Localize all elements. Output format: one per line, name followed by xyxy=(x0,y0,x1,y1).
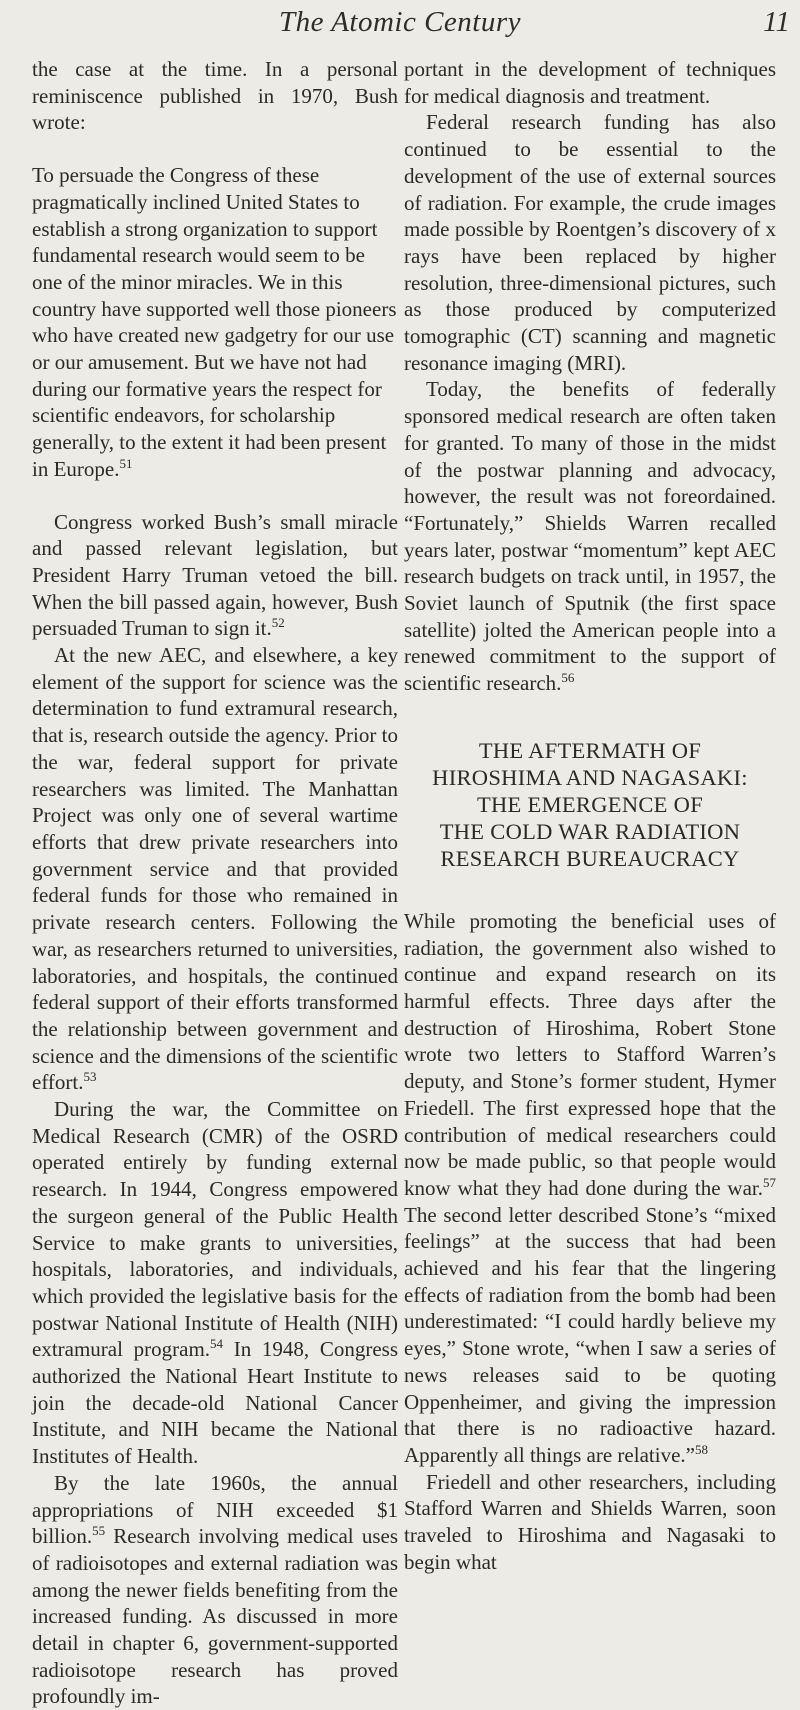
section-heading: THE AFTERMATH OF HIROSHIMA AND NAGASAKI: THE EMERGENCE OF THE COLD WAR RADIATION RESEARCH BUREAUCRACY xyxy=(432,737,748,871)
footnote-ref: 55 xyxy=(92,1523,106,1539)
block-quote: To persuade the Congress of these pragmatically inclined United States to establish a strong organization to support fundamental research would seem to be one of the minor miracles. We in this country have supported well those pioneers who have created new gadgetry for our use or our amusement. But we have not had during our formative years the respect for scientific endeavors, for scholarship generally, to the extent it had been present in Europe.$^{51}$ xyxy=(32,163,397,481)
page-number: 11 xyxy=(763,6,790,38)
footnote-ref: 58 xyxy=(694,1441,708,1457)
running-title: The Atomic Century xyxy=(278,6,522,38)
paragraph: Today, the benefits of federally sponsored medical research are often taken for granted. To many of those in the midst of the postwar planning and advocacy, however, the result was not foreordained. “Fortunately,” Shields Warren recalled years later, postwar “momentum” kept AEC research budgets on track until, in 1957, the Soviet launch of Sputnik (the first space satellite) jolted the American people into a renewed commitment to the support of scientific research.$^{56}$ xyxy=(404,377,776,696)
paragraph: During the war, the Committee on Medical Research (CMR) of the OSRD operated entirely by funding external research. In 1944, Congress empowered the surgeon general of the Public Health Service to make grants to universities, hospitals, laboratories, and individuals, which provided the legislative basis for the postwar National Institute of Health (NIH) extramural program.$^{54}$ In 1948, Congress authorized the National Heart Institute to join the decade-old National Cancer Institute, and NIH became the National Institutes of Health. xyxy=(32,1097,398,1469)
page-header xyxy=(0,4,800,44)
paragraph: Congress worked Bush’s small miracle and passed relevant legislation, but President Harry Truman vetoed the bill. When the bill passed again, however, Bush persuaded Truman to sign it.$^{52}$ xyxy=(32,509,398,641)
right-column xyxy=(404,56,776,1575)
paragraph: Federal research funding has also continued to be essential to the development of the use of external sources of radiation. For example, the crude images made possible by Roentgen’s discovery of x rays have been replaced by higher resolution, three-dimensional pictures, such as those produced by computerized tomographic (CT) scanning and magnetic resonance imaging (MRI). xyxy=(404,110,776,375)
footnote-ref: 57 xyxy=(763,1174,776,1190)
left-column xyxy=(32,56,398,1710)
paragraph: While promoting the beneficial uses of radiation, the government also wished to continue and expand research on its harmful effects. Three days after the destruction of Hiroshima, Robert Stone wrote two letters to Stafford Warren’s deputy, and Stone’s former student, Hymer Friedell. The first expressed hope that the contribution of medical researchers could now be made public, so that people would know what they had done during the war.$^{57}$ The second letter described Stone’s “mixed feelings” at the success that had been achieved and his fear that the lingering effects of radiation from the bomb had been underestimated: “I could hardly believe my eyes,” Stone wrote, “when I saw a series of news releases said to be quoting Oppenheimer, and giving the impression that there is no radioactive hazard. Apparently all things are relative.”$^{58}$ xyxy=(404,908,776,1467)
paragraph: the case at the time. In a personal reminiscence published in 1970, Bush wrote: xyxy=(32,57,398,135)
footnote-ref: 56 xyxy=(561,670,575,686)
paragraph: portant in the development of techniques for medical diagnosis and treatment. xyxy=(404,57,776,108)
paragraph: By the late 1960s, the annual appropriations of NIH exceeded $1 billion.$^{55}$ Research involving medical uses of radioisotopes and external radiation was among the newer fields benefiting from the increased funding. As discussed in more detail in chapter 6, government-supported radioisotope research has proved profoundly im- xyxy=(32,1470,398,1709)
footnote-ref: 51 xyxy=(119,455,133,471)
paragraph: Friedell and other researchers, including Stafford Warren and Shields Warren, soon traveled to Hiroshima and Nagasaki to begin what xyxy=(404,1469,776,1574)
paragraph: At the new AEC, and elsewhere, a key element of the support for science was the determination to fund extramural research, that is, research outside the agency. Prior to the war, federal support for private researchers was limited. The Manhattan Project was only one of several wartime efforts that drew private researchers into government service and that provided federal funds for those who remained in private research centers. Following the war, as researchers returned to universities, laboratories, and hospitals, the continued federal support of their efforts transformed the relationship between government and science and the dimensions of the scientific effort.$^{53}$ xyxy=(32,643,398,1095)
footnote-ref: 54 xyxy=(210,1336,224,1352)
footnote-ref: 53 xyxy=(83,1069,97,1085)
footnote-ref: 52 xyxy=(271,615,285,631)
